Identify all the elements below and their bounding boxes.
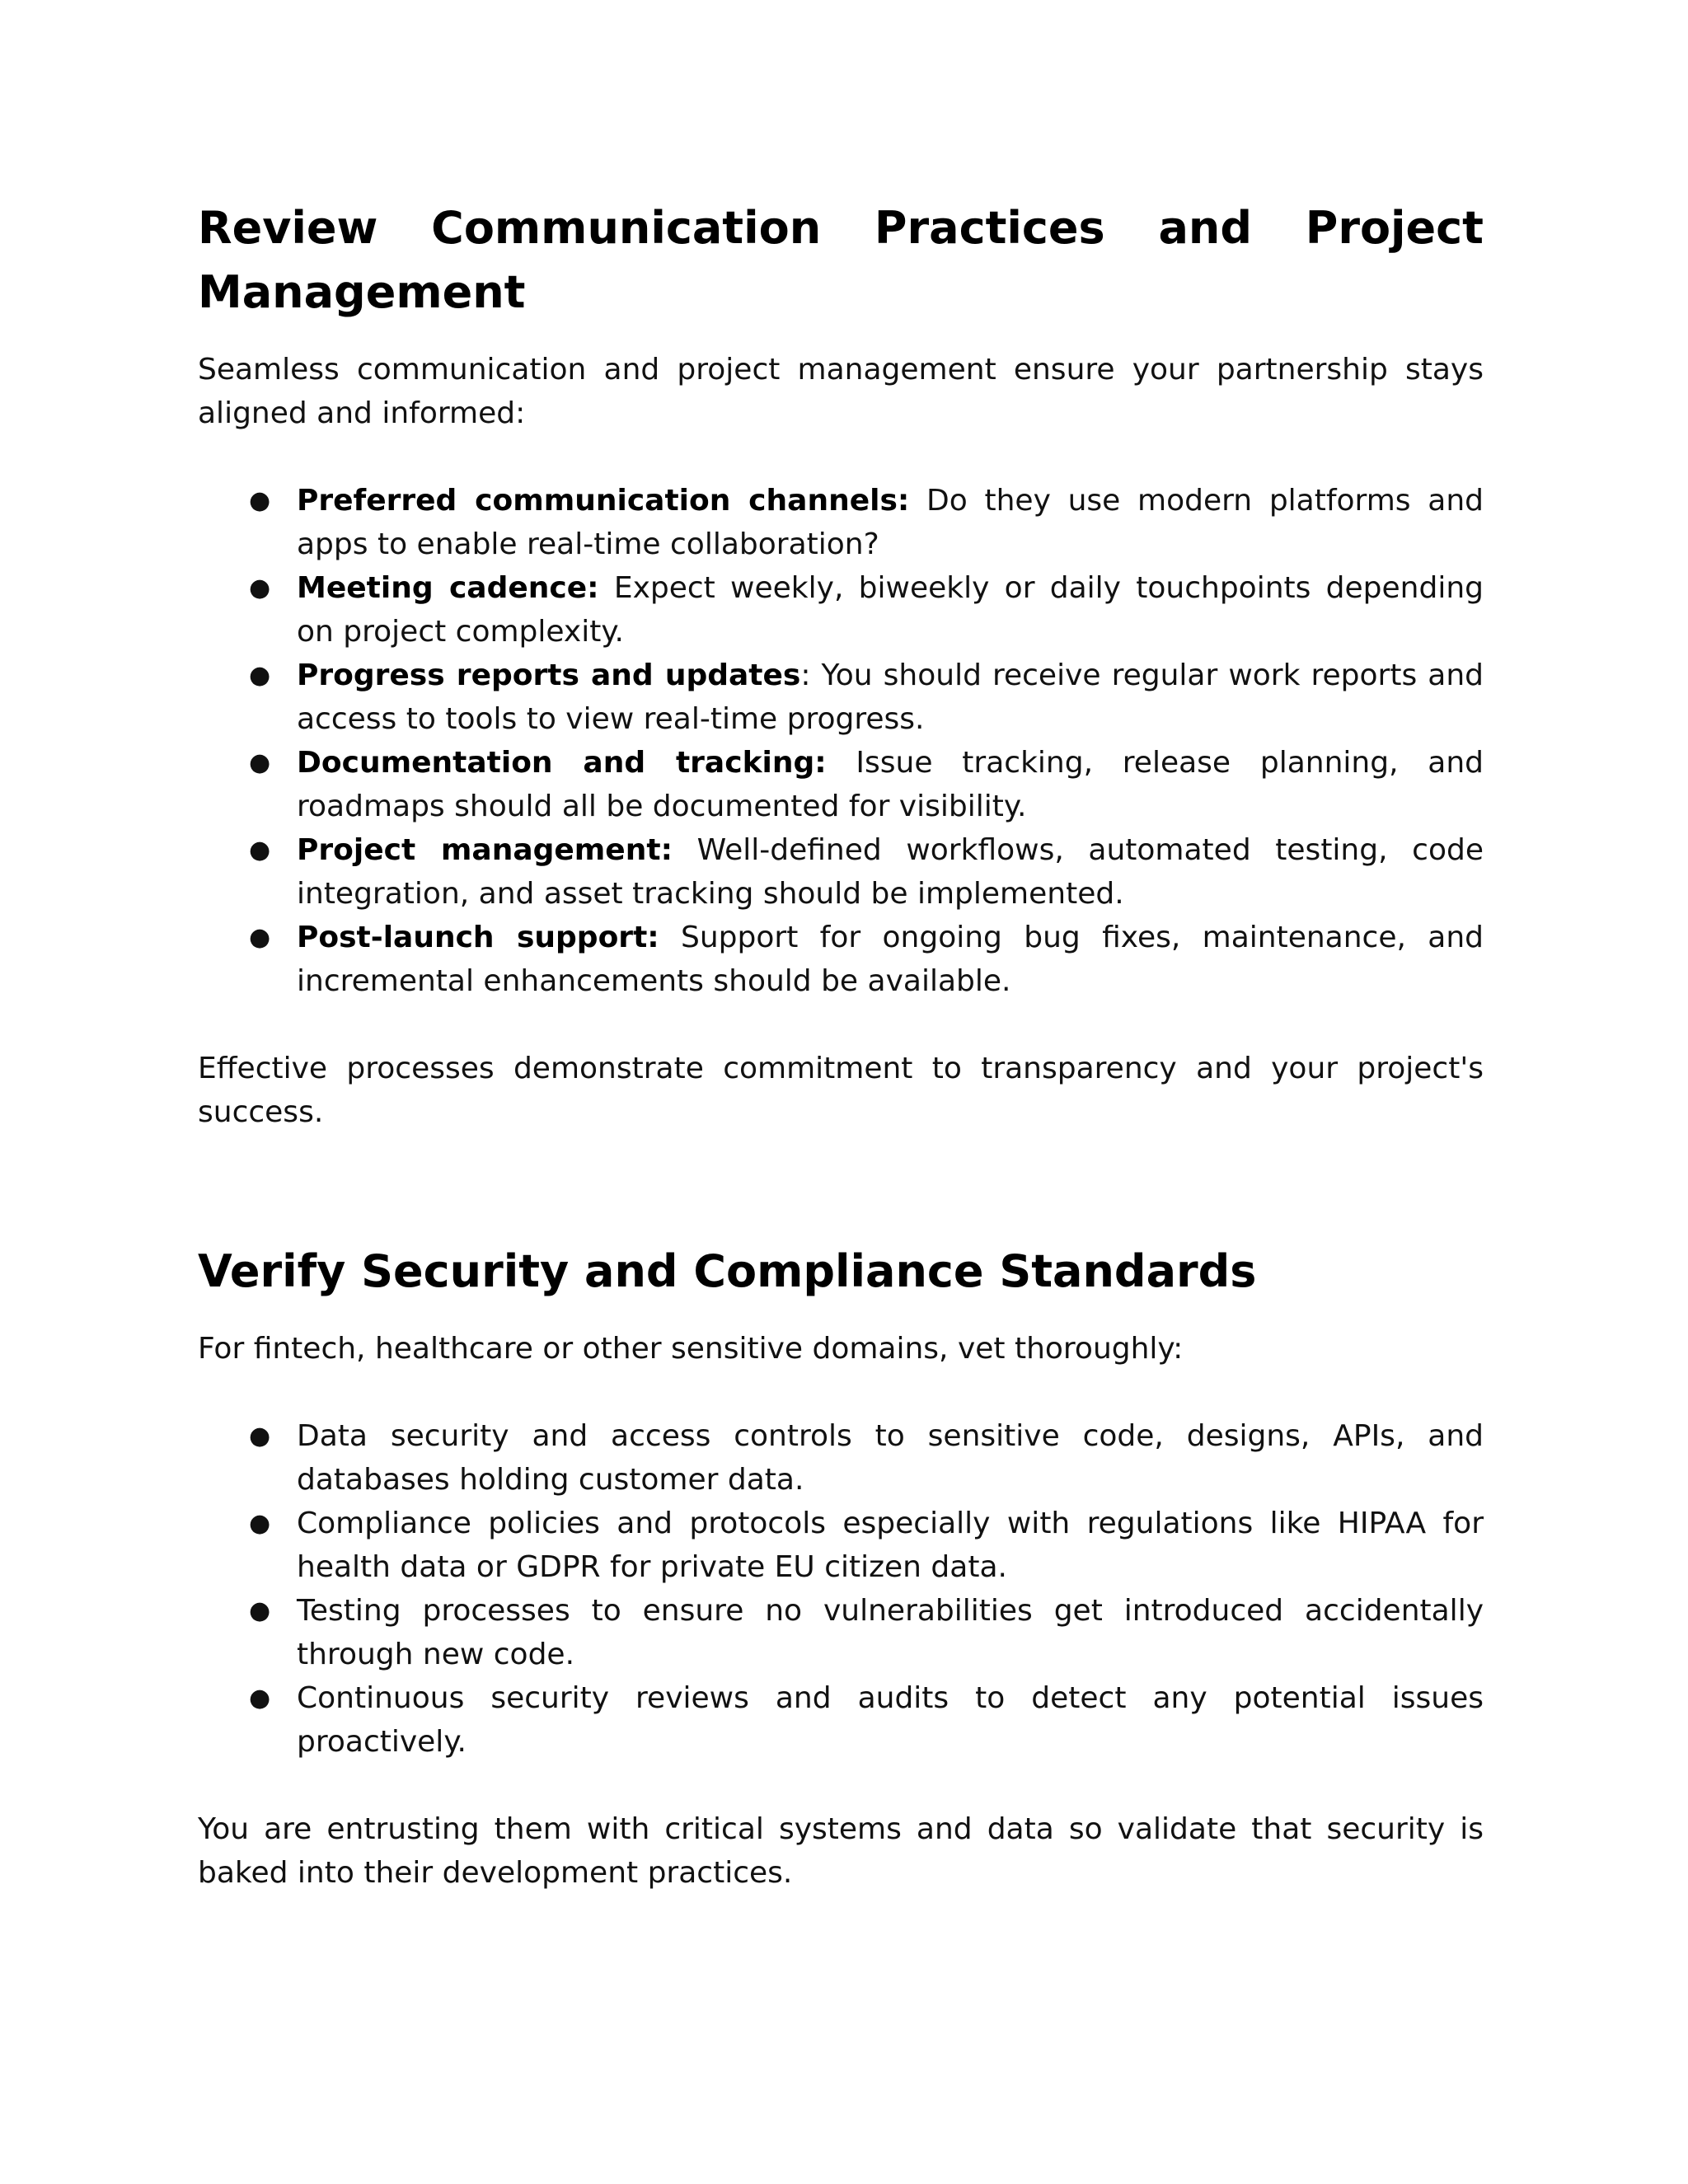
list-item-text: Issue tracking, release planning, and roadmaps should all be documented for visibility. xyxy=(297,746,1484,823)
list-item-term: Documentation and tracking: xyxy=(297,746,827,780)
list-item xyxy=(198,741,1484,828)
list-item xyxy=(198,828,1484,916)
list-item-term: Project management: xyxy=(297,833,673,867)
bullet-icon: ● xyxy=(249,748,271,777)
list-item xyxy=(198,566,1484,654)
list-item-text: Testing processes to ensure no vulnerabilities get introduced accidentally through new code. xyxy=(297,1594,1484,1671)
bullet-icon: ● xyxy=(249,574,271,602)
list-item-text: Support for ongoing bug fixes, maintenance, and incremental enhancements should be available. xyxy=(297,921,1484,998)
list-item-text: : You should receive regular work reports and access to tools to view real-time progress. xyxy=(297,658,1484,736)
list-item-text: Continuous security reviews and audits to detect any potential issues proactively. xyxy=(297,1681,1484,1759)
list-item xyxy=(198,479,1484,566)
list-item-text: Expect weekly, biweekly or daily touchpoints depending on project complexity. xyxy=(297,571,1484,649)
list-item xyxy=(198,1589,1484,1676)
list-item xyxy=(198,1502,1484,1589)
section-intro-communication: Seamless communication and project management ensure your partnership stays aligned and informed: xyxy=(198,353,1484,430)
list-item-term: Preferred communication channels: xyxy=(297,484,910,518)
section-heading-communication: Review Communication Practices and Project Management xyxy=(198,202,1484,318)
bullet-icon: ● xyxy=(249,486,271,515)
list-item xyxy=(198,654,1484,741)
section-conclusion-communication: Effective processes demonstrate commitment to transparency and your project's success. xyxy=(198,1052,1484,1129)
bullet-icon: ● xyxy=(249,923,271,952)
list-item-text: Data security and access controls to sensitive code, designs, APIs, and databases holding customer data. xyxy=(297,1419,1484,1497)
communication-bullet-list xyxy=(198,479,1484,1003)
document-page xyxy=(198,196,1484,1895)
list-item-term: Meeting cadence: xyxy=(297,571,599,605)
list-item xyxy=(198,1676,1484,1764)
list-item xyxy=(198,916,1484,1003)
bullet-icon: ● xyxy=(249,1509,271,1538)
list-item-term: Post-launch support: xyxy=(297,921,659,954)
section-conclusion-security: You are entrusting them with critical systems and data so validate that security is baked into their development practices. xyxy=(198,1812,1484,1890)
list-item-text: Compliance policies and protocols especially with regulations like HIPAA for health data or GDPR for private EU citizen data. xyxy=(297,1507,1484,1584)
bullet-icon: ● xyxy=(249,1422,271,1451)
security-bullet-list xyxy=(198,1414,1484,1764)
bullet-icon: ● xyxy=(249,836,271,865)
list-item-text: Do they use modern platforms and apps to enable real-time collaboration? xyxy=(297,484,1484,561)
section-heading-security: Verify Security and Compliance Standards xyxy=(198,1245,1257,1297)
bullet-icon: ● xyxy=(249,661,271,690)
bullet-icon: ● xyxy=(249,1596,271,1625)
list-item-text: Well-defined workflows, automated testing, code integration, and asset tracking should be implemented. xyxy=(297,833,1484,911)
section-intro-security: For fintech, healthcare or other sensitive domains, vet thoroughly: xyxy=(198,1332,1184,1366)
bullet-icon: ● xyxy=(249,1684,271,1713)
list-item-term: Progress reports and updates xyxy=(297,658,801,692)
list-item xyxy=(198,1414,1484,1502)
